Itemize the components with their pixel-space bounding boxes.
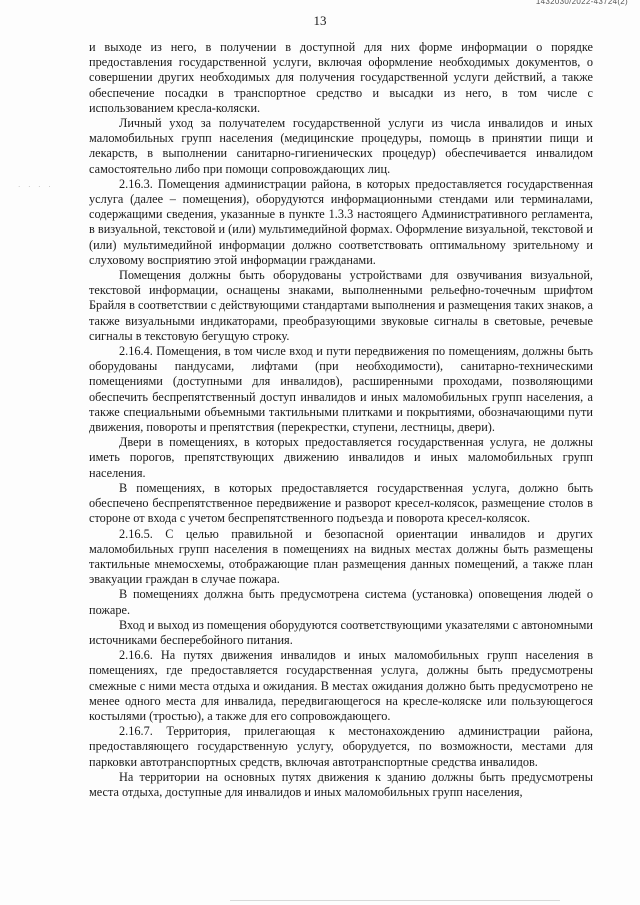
paragraph: Личный уход за получателем государственной услуги из числа инвалидов и иных маломобильных групп населения (медицинские процедуры, помощь в принятии пищи и лекарств, в выполнении санитарно-гигиенических процедур) обеспечивается инвалидом самостоятельно либо при помощи сопровождающих лиц. [89,116,593,176]
page-number: 13 [313,13,327,28]
paragraph: Двери в помещениях, в которых предоставляется государственная услуга, не должны иметь порогов, препятствующих движению инвалидов и иных маломобильных групп населения. [89,435,593,480]
paragraph: В помещениях должна быть предусмотрена система (установка) оповещения людей о пожаре. [89,587,593,617]
paragraph: На территории на основных путях движения к зданию должны быть предусмотрены места отдыха, доступные для инвалидов и иных маломобильных групп населения, [89,769,593,799]
paragraph: 2.16.3. Помещения администрации района, в которых предоставляется государственная услуга (далее – помещения), оборудуются информационными стендами или терминалами, содержащими сведения, указанные в пункте 1.3.3 настоящего Административного регламента, в визуальной, текстовой и (или) мультимедийной формах. Оформление визуальной, текстовой и (или) мультимедийной информации должно соответствовать оптимальному зрительному и слуховому восприятию этой информации гражданами. [89,176,593,267]
paragraph: В помещениях, в которых предоставляется государственная услуга, должно быть обеспечено беспрепятственное передвижение и разворот кресел-колясок, размещение столов в стороне от входа с учетом беспрепятственного подъезда и поворота кресел-колясок. [89,480,593,526]
paragraph: 2.16.4. Помещения, в том числе вход и пути передвижения по помещениям, должны быть оборудованы пандусами, лифтами (при необходимости), санитарно-техническими помещениями (доступными для инвалидов), расширенными проходами, позволяющими обеспечить беспрепятственный доступ инвалидов и иных маломобильных групп населения, а также специальными объемными тактильными плитками и покрытиями, обозначающими пути движения, повороты и препятствия (перекрестки, ступени, лестницы, двери). [89,344,593,435]
paragraph: и выходе из него, в получении в доступной для них форме информации о порядке предоставления государственной услуги, включая оформление необходимых документов, о совершении других необходимых для получения государственной услуги действий, а также обеспечение посадки в транспортное средство и высадки из него, в том числе с использованием кресла-коляски. [89,40,593,115]
scan-edge-line [230,900,560,901]
paragraph: 2.16.7. Территория, прилегающая к местонахождению администрации района, предоставляющего государственную услугу, оборудуется, по возможности, местами для парковки автотранспортных средств, включая автотранспортные средства инвалидов. [89,724,593,769]
document-id: 1432030/2022-43724(2) [535,0,628,6]
scan-artifact: · · · · [18,183,54,191]
paragraph: 2.16.6. На путях движения инвалидов и иных маломобильных групп населения в помещениях, где предоставляется государственная услуга, должны быть предусмотрены смежные с ними места отдыха и ожидания. В местах ожидания должно быть предусмотрено не менее одного места для инвалида, передвигающегося на кресле-коляске или пользующегося костылями (тростью), а также для его сопровождающего. [89,648,593,723]
paragraph: Помещения должны быть оборудованы устройствами для озвучивания визуальной, текстовой информации, оснащены знаками, выполненными рельефно-точечным шрифтом Брайля в соответствии с действующими стандартами выполнения и размещения таких знаков, а также визуальными индикаторами, преобразующими звуковые сигналы в световые, речевые сигналы в текстовую бегущую строку. [89,268,593,343]
document-body [89,40,593,800]
paragraph: Вход и выход из помещения оборудуются соответствующими указателями с автономными источниками бесперебойного питания. [89,617,593,647]
paragraph: 2.16.5. С целью правильной и безопасной ориентации инвалидов и других маломобильных групп населения в помещениях на видных местах должны быть размещены тактильные мнемосхемы, отображающие план размещения данных помещений, а также план эвакуации граждан в случае пожара. [89,526,593,587]
